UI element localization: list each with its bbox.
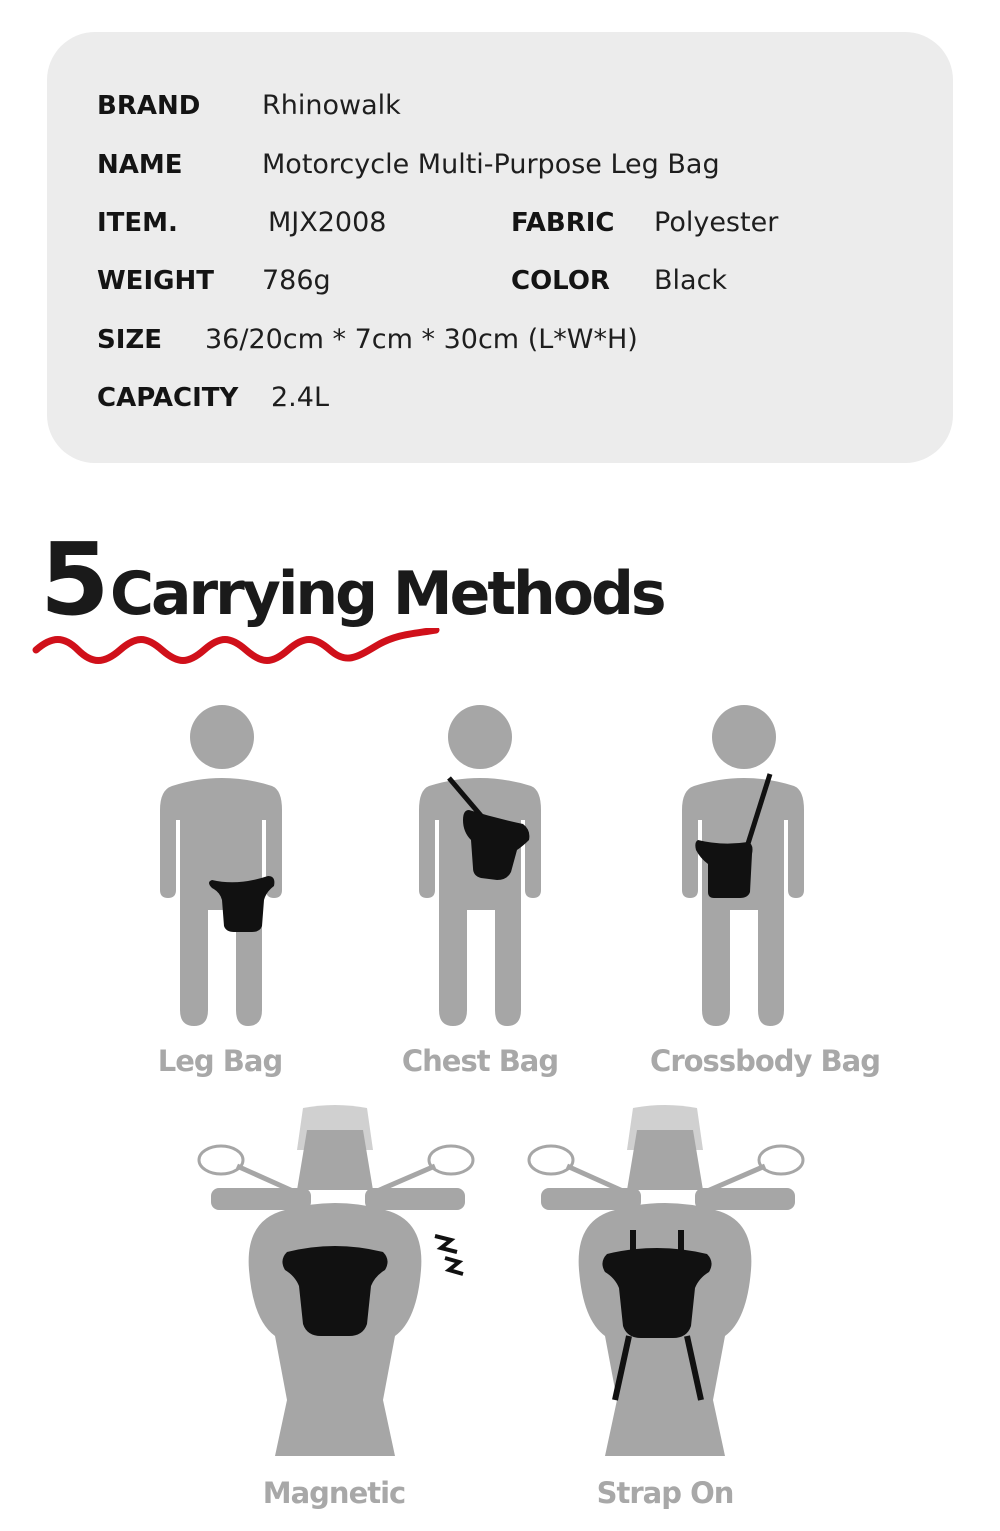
size-label: SIZE [97, 325, 163, 355]
brand-value: Rhinowalk [262, 90, 401, 121]
size-value: 36/20cm * 7cm * 30cm (L*W*H) [205, 324, 638, 355]
item-value: MJX2008 [268, 207, 387, 238]
person-crossbody-bag-icon [670, 700, 810, 1030]
heading-number: 5 [40, 521, 106, 638]
fabric-value: Polyester [654, 207, 779, 238]
name-label: NAME [97, 150, 183, 180]
caption-leg-bag: Leg Bag [157, 1044, 283, 1078]
capacity-label: CAPACITY [97, 383, 239, 413]
spec-card [47, 32, 953, 463]
caption-crossbody-bag: Crossbody Bag [650, 1044, 880, 1078]
color-value: Black [654, 265, 728, 296]
caption-chest-bag: Chest Bag [401, 1044, 559, 1078]
wavy-underline [32, 628, 442, 668]
fabric-label: FABRIC [511, 208, 615, 238]
color-label: COLOR [511, 266, 610, 296]
heading-text: Carrying Methods [110, 559, 664, 629]
weight-value: 786g [262, 265, 331, 296]
caption-strap-on: Strap On [596, 1476, 734, 1510]
weight-label: WEIGHT [97, 266, 214, 296]
caption-magnetic: Magnetic [262, 1476, 406, 1510]
motorcycle-magnetic-icon [195, 1100, 485, 1460]
capacity-value: 2.4L [271, 382, 329, 413]
person-chest-bag-icon [405, 700, 545, 1030]
name-value: Motorcycle Multi-Purpose Leg Bag [262, 149, 720, 180]
motorcycle-strap-icon [525, 1100, 815, 1460]
item-label: ITEM. [97, 208, 178, 238]
person-leg-bag-icon [150, 700, 290, 1030]
brand-label: BRAND [97, 91, 201, 121]
